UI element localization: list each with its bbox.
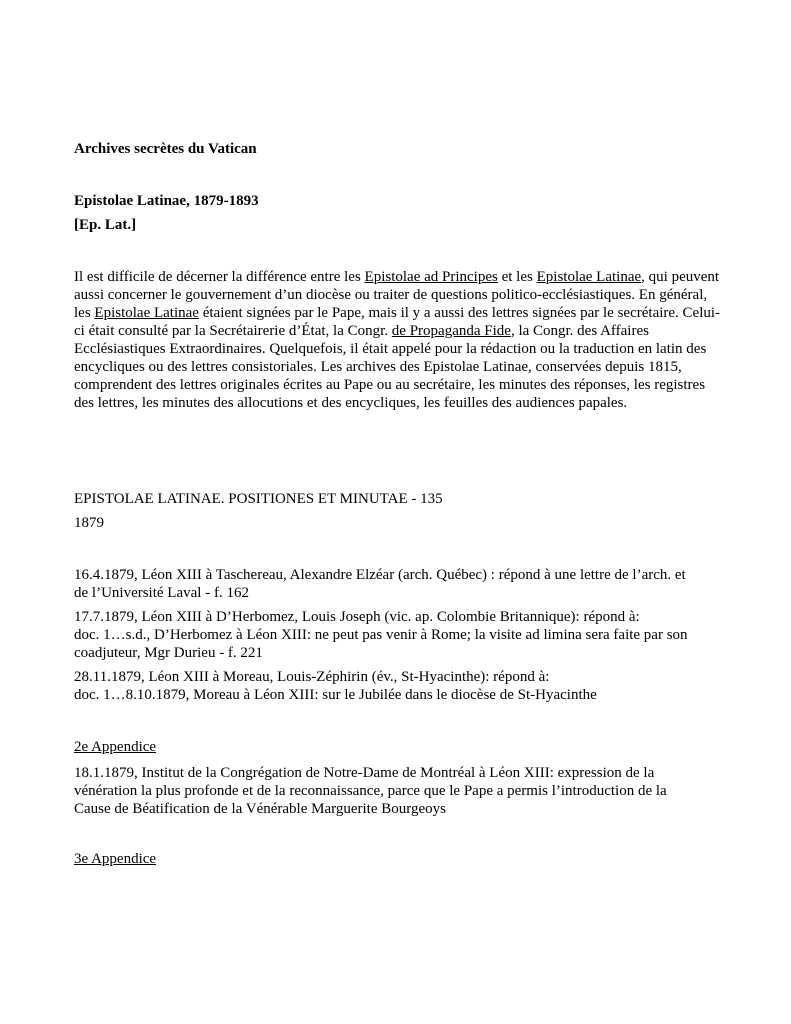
intro-paragraph bbox=[74, 268, 724, 412]
entry-2 bbox=[74, 608, 724, 662]
link-epistolae-latinae[interactable]: Epistolae Latinae bbox=[536, 269, 642, 285]
intro-text-2: et les bbox=[497, 269, 537, 285]
intro-text-3: , qui peuvent aussi concerner le gouvernement d’un diocèse ou traiter de questions politico-ecclésiastiques. En général, les bbox=[74, 269, 720, 321]
entry-3-line-2: doc. 1…8.10.1879, Moreau à Léon XIII: sur le Jubilée dans le diocèse de St-Hyacinthe bbox=[74, 687, 597, 703]
series-title: Epistolae Latinae, 1879-1893 bbox=[74, 193, 259, 209]
appendix-2-line-2: vénération la plus profonde et de la reconnaissance, parce que le Pape a permis l’introduction de la bbox=[74, 783, 667, 799]
link-propaganda-fide[interactable]: de Propaganda Fide bbox=[391, 323, 511, 339]
entry-3 bbox=[74, 668, 724, 704]
section-year: 1879 bbox=[74, 515, 104, 531]
entry-1-line-1: 16.4.1879, Léon XIII à Taschereau, Alexandre Elzéar (arch. Québec) : répond à une lettre de l’arch. et bbox=[74, 567, 686, 583]
link-epistolae-latinae-2[interactable]: Epistolae Latinae bbox=[94, 305, 199, 321]
entry-2-line-3: coadjuteur, Mgr Durieu - f. 221 bbox=[74, 645, 263, 661]
entry-2-line-2: doc. 1…s.d., D’Herbomez à Léon XIII: ne peut pas venir à Rome; la visite ad limina sera faite par son bbox=[74, 627, 688, 643]
entry-1 bbox=[74, 566, 724, 602]
appendix-2-title[interactable] bbox=[74, 738, 724, 756]
archive-title: Archives secrètes du Vatican bbox=[74, 141, 257, 157]
appendix-3-title[interactable] bbox=[74, 850, 724, 868]
appendix-2-entry bbox=[74, 764, 724, 818]
intro-text-4: étaient signées par le Pape, mais il y a aussi des lettres signées par le secrétaire. Celui-ci était consulté par la Secrétairerie d’État, la Congr. bbox=[74, 305, 721, 339]
entry-1-line-2: de l’Université Laval - f. 162 bbox=[74, 585, 249, 601]
appendix-2-link[interactable]: 2e Appendice bbox=[74, 739, 157, 755]
entry-3-line-1: 28.11.1879, Léon XIII à Moreau, Louis-Zéphirin (év., St-Hyacinthe): répond à: bbox=[74, 669, 550, 685]
appendix-2-line-1: 18.1.1879, Institut de la Congrégation de Notre-Dame de Montréal à Léon XIII: expression de la bbox=[74, 765, 655, 781]
appendix-2-line-3: Cause de Béatification de la Vénérable Marguerite Bourgeoys bbox=[74, 801, 446, 817]
link-epistolae-ad-principes[interactable]: Epistolae ad Principes bbox=[364, 269, 498, 285]
entry-2-line-1: 17.7.1879, Léon XIII à D’Herbomez, Louis Joseph (vic. ap. Colombie Britannique): répond à: bbox=[74, 609, 640, 625]
intro-text-5: , la Congr. des Affaires Ecclésiastiques Extraordinaires. Quelquefois, il était appelé pour la rédaction ou la traduction en latin des encycliques ou des lettres consistoriales. Les archives des Epistolae Latinae, conservées depuis 1815, comprendent des lettres originales écrites au Pape ou au secrétaire, les minutes des réponses, les registres des lettres, les minutes des allocutions et des encycliques, les feuilles des audiences papales. bbox=[74, 323, 707, 411]
section-heading: EPISTOLAE LATINAE. POSITIONES ET MINUTAE - 135 bbox=[74, 491, 443, 507]
series-code: [Ep. Lat.] bbox=[74, 217, 137, 233]
appendix-3-link[interactable]: 3e Appendice bbox=[74, 851, 157, 867]
intro-text-1: Il est difficile de décerner la différence entre les bbox=[74, 269, 365, 285]
